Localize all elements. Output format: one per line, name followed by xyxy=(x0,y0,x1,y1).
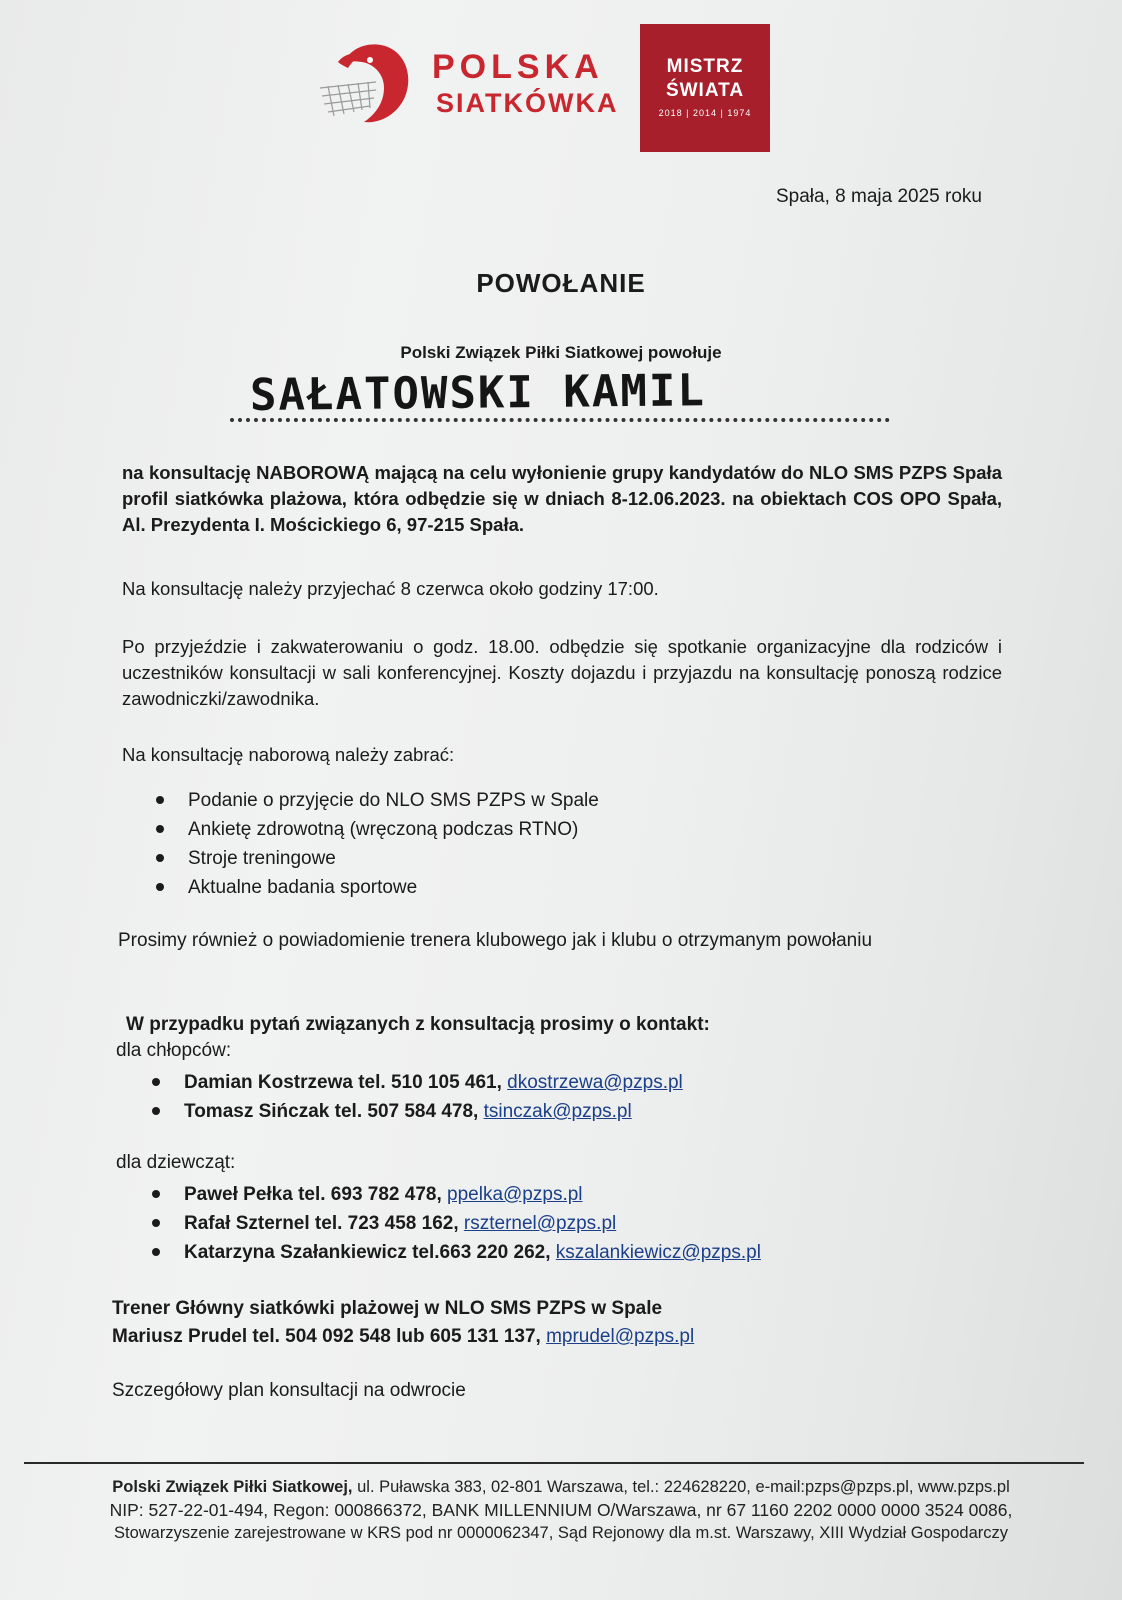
footer-line-2: NIP: 527-22-01-494, Regon: 000866372, BANK MILLENNIUM O/Warszawa, nr 67 1160 2202 0000 0000 3524 0086, xyxy=(109,1500,1013,1520)
contact-heading: W przypadku pytań związanych z konsultacją prosimy o kontakt: xyxy=(126,1014,710,1035)
contact-text: Tomasz Sińczak tel. 507 584 478, xyxy=(184,1101,484,1122)
footer-address: ul. Puławska 383, 02-801 Warszawa, tel.: 224628220, e-mail:pzps@pzps.pl, www.pzps.pl xyxy=(352,1478,1010,1496)
contact-text: Paweł Pełka tel. 693 782 478, xyxy=(184,1184,448,1205)
bring-intro: Na konsultację naborową należy zabrać: xyxy=(122,744,455,765)
footer-line-3: Stowarzyszenie zarejestrowane w KRS pod nr 0000062347, Sąd Rejonowy dla m.st. Warszawy, XIII Wydział Gospodarczy xyxy=(113,1524,1008,1542)
consultation-paragraph: na konsultację NABOROWĄ mającą na celu wyłonienie grupy kandydatów do NLO SMS PZPS Spała profil siatkówka plażowa, która odbędzie się w dniach 8-12.06.2023. na obiektach COS OPO Spała, Al. Prezydenta I. Mościckiego 6, 97-215 Spała. xyxy=(122,462,1002,535)
appointing-body: Polski Związek Piłki Siatkowej powołuje xyxy=(400,343,722,362)
contact-text: Rafał Szternel tel. 723 458 162, xyxy=(184,1213,464,1234)
girls-contact-list xyxy=(148,1180,761,1267)
email-link[interactable]: dkostrzewa@pzps.pl xyxy=(507,1072,683,1093)
handwritten-name: SAŁATOWSKI KAMIL xyxy=(249,365,707,421)
list-item: Podanie o przyjęcie do NLO SMS PZPS w Spale xyxy=(152,786,599,815)
world-champion-badge xyxy=(640,24,770,152)
document-title: POWOŁANIE xyxy=(476,268,646,298)
name-dotted-line xyxy=(230,418,890,422)
contact-item xyxy=(148,1238,761,1267)
footer-org: Polski Związek Piłki Siatkowej, xyxy=(112,1478,353,1496)
list-item: Ankietę zdrowotną (wręczoną podczas RTNO) xyxy=(152,815,599,844)
contact-item xyxy=(148,1097,683,1126)
email-link[interactable]: kszalankiewicz@pzps.pl xyxy=(555,1242,761,1263)
brand-name-top: POLSKA xyxy=(432,48,604,86)
contact-text: Damian Kostrzewa tel. 510 105 461, xyxy=(184,1072,508,1093)
list-item: Aktualne badania sportowe xyxy=(152,873,599,902)
badge-line-1: MISTRZ xyxy=(666,56,744,77)
badge-years: 2018 | 2014 | 1974 xyxy=(658,108,752,118)
contact-item xyxy=(148,1068,683,1097)
contact-text: Katarzyna Szałankiewicz tel.663 220 262, xyxy=(184,1242,556,1263)
contact-item xyxy=(148,1209,761,1238)
meeting-paragraph: Po przyjeździe i zakwaterowaniu o godz. 18.00. odbędzie się spotkanie organizacyjne dla rodziców i uczestników konsultacji w sali konferencyjnej. Koszty dojazdu i przyjazdu na konsultację ponoszą rodzice zawodniczki/zawodnika. xyxy=(122,636,1002,709)
contact-text: Mariusz Prudel tel. 504 092 548 lub 605 131 137, xyxy=(112,1326,547,1347)
badge-line-2: ŚWIATA xyxy=(665,80,745,101)
email-link[interactable]: rszternel@pzps.pl xyxy=(463,1213,617,1234)
volleyball-eagle-logo-icon xyxy=(318,40,414,128)
arrival-paragraph: Na konsultację należy przyjechać 8 czerwca około godziny 17:00. xyxy=(122,578,659,599)
email-link[interactable]: ppelka@pzps.pl xyxy=(447,1184,583,1205)
footer-divider xyxy=(24,1462,1084,1464)
boys-label: dla chłopców: xyxy=(116,1040,232,1061)
head-coach-title: Trener Główny siatkówki plażowej w NLO SMS PZPS w Spale xyxy=(112,1298,663,1319)
notify-coach-note: Prosimy również o powiadomienie trenera klubowego jak i klubu o otrzymanym powołaniu xyxy=(118,930,873,951)
girls-label: dla dziewcząt: xyxy=(116,1152,236,1173)
list-item: Stroje treningowe xyxy=(152,844,599,873)
footer-line-1 xyxy=(0,1478,1122,1497)
plan-note: Szczegółowy plan konsultacji na odwrocie xyxy=(112,1380,466,1401)
email-link[interactable]: mprudel@pzps.pl xyxy=(546,1326,695,1347)
boys-contact-list xyxy=(148,1068,683,1126)
letter-date: Spała, 8 maja 2025 roku xyxy=(776,186,982,207)
contact-item xyxy=(148,1180,761,1209)
head-coach-contact xyxy=(112,1326,694,1348)
brand-name-bottom: SIATKÓWKA xyxy=(436,88,619,118)
bring-list xyxy=(152,786,599,902)
email-link[interactable]: tsinczak@pzps.pl xyxy=(483,1101,632,1122)
